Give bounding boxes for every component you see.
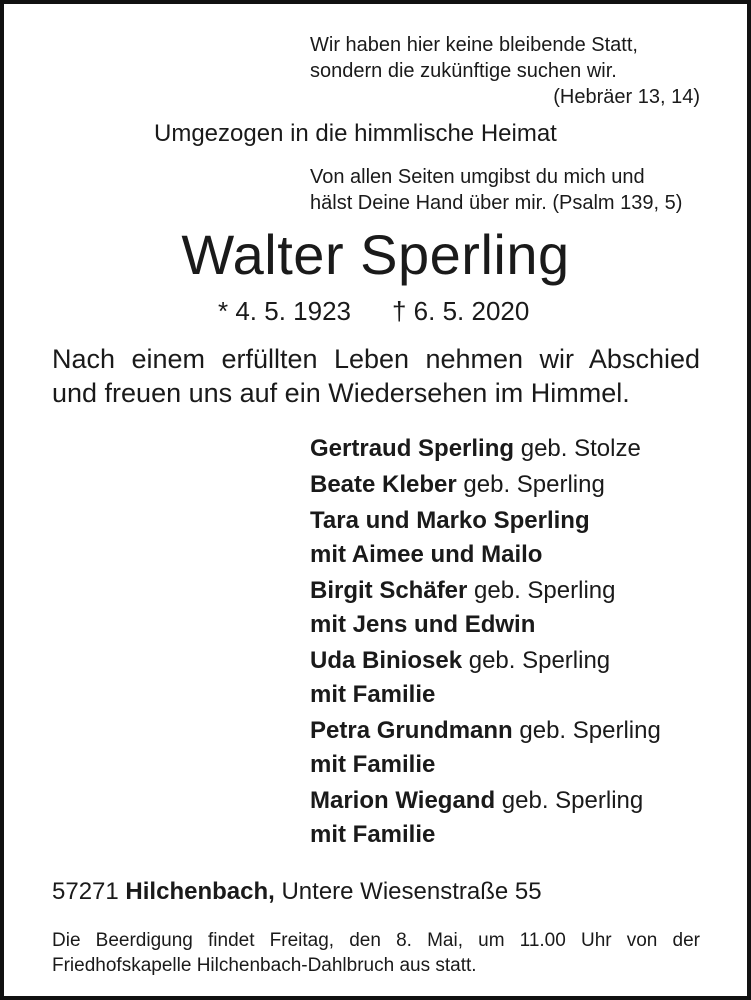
verse-reference: (Hebräer 13, 14)	[553, 86, 700, 108]
mourner-maiden-name: geb. Sperling	[467, 577, 616, 604]
death-date: † 6. 5. 2020	[392, 296, 530, 326]
funeral-notice	[52, 928, 700, 978]
mourner-companions: mit Familie	[310, 821, 436, 848]
verse-line: Wir haben hier keine bleibende Statt,	[310, 34, 638, 56]
funeral-line: Friedhofskapelle Hilchenbach-Dahlbruch aus statt.	[52, 955, 477, 976]
mourner-maiden-name: geb. Stolze	[514, 435, 641, 462]
mourner-name: Uda Biniosek	[310, 647, 463, 674]
mourning-address	[52, 878, 542, 906]
heading: Umgezogen in die himmlische Heimat	[154, 120, 557, 147]
mourner-name: Birgit Schäfer	[310, 577, 468, 604]
mourner-maiden-name: geb. Sperling	[462, 647, 611, 674]
birth-date: * 4. 5. 1923	[218, 296, 351, 326]
mourner-companions: mit Familie	[310, 751, 436, 778]
mourner-entry	[310, 644, 661, 712]
mourner-entry	[310, 714, 661, 782]
mourner-name: Gertraud Sperling	[310, 435, 515, 462]
verse-line: sondern die zukünftige suchen wir.	[310, 60, 617, 82]
mourner-entry	[310, 432, 661, 466]
postal-code: 57271	[52, 878, 119, 905]
farewell-line: und freuen uns auf ein Wiedersehen im Himmel.	[52, 378, 630, 408]
mourner-entry	[310, 468, 661, 502]
mourners-list	[310, 432, 661, 854]
mourner-companions: mit Jens und Edwin	[310, 611, 536, 638]
funeral-line: Die Beerdigung findet Freitag, den 8. Mai, um 11.00 Uhr von der	[52, 930, 700, 951]
verse-line: Von allen Seiten umgibst du mich und	[310, 166, 645, 188]
mourner-name: Petra Grundmann	[310, 717, 513, 744]
farewell-line: Nach einem erfüllten Leben nehmen wir Abschied	[52, 344, 700, 374]
mourner-maiden-name: geb. Sperling	[456, 471, 605, 498]
city: Hilchenbach,	[125, 878, 275, 905]
mourner-companions: mit Aimee und Mailo	[310, 541, 543, 568]
bible-verse-hebrews	[310, 32, 700, 110]
verse-line: hälst Deine Hand über mir. (Psalm 139, 5)	[310, 192, 683, 214]
mourner-entry	[310, 504, 661, 572]
mourner-name: Tara und Marko Sperling	[310, 507, 590, 534]
mourner-maiden-name: geb. Sperling	[495, 787, 644, 814]
deceased-name: Walter Sperling	[181, 223, 570, 286]
farewell-text	[52, 342, 700, 410]
mourner-name: Beate Kleber	[310, 471, 457, 498]
street: Untere Wiesenstraße 55	[281, 878, 542, 905]
mourner-entry	[310, 784, 661, 852]
mourner-maiden-name: geb. Sperling	[512, 717, 661, 744]
bible-verse-psalm	[310, 164, 700, 216]
mourner-name: Marion Wiegand	[310, 787, 496, 814]
mourner-companions: mit Familie	[310, 681, 436, 708]
mourner-entry	[310, 574, 661, 642]
